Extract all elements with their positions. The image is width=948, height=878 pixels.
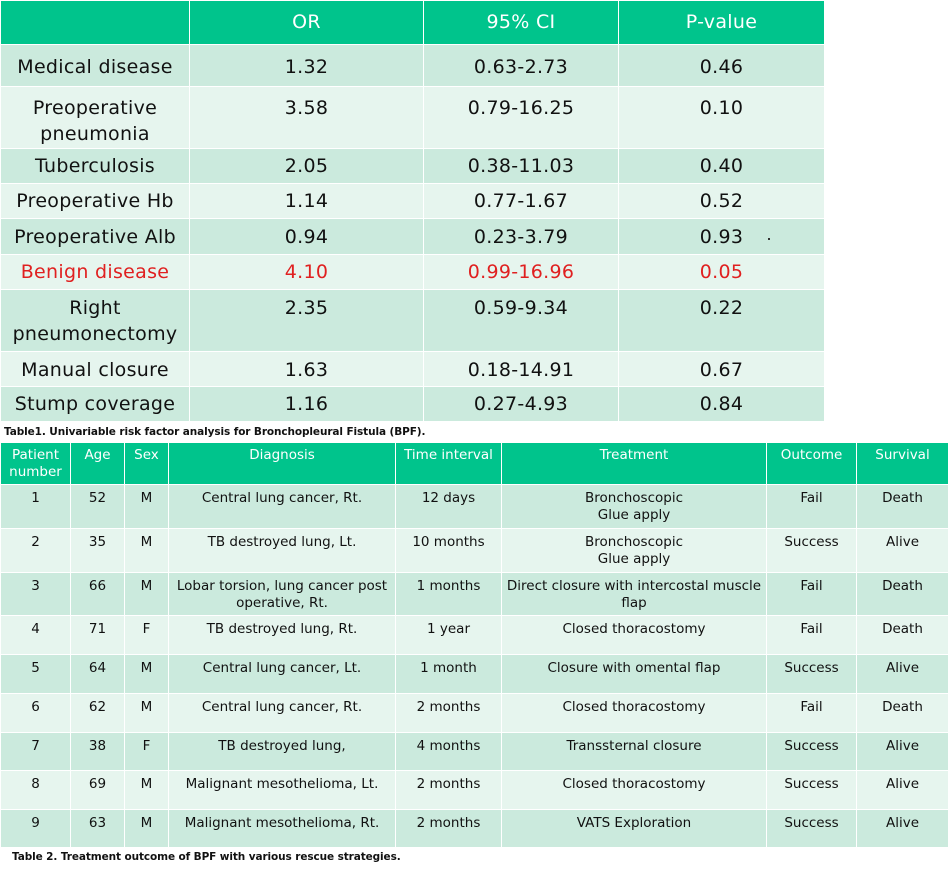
odds-ratio: 4.10 <box>190 255 424 290</box>
patient-number: 7 <box>1 733 71 771</box>
table-row <box>1 616 948 655</box>
time-interval: 4 months <box>396 733 502 771</box>
outcome: Fail <box>767 694 857 733</box>
survival: Death <box>857 694 948 733</box>
confidence-interval: 0.79-16.25 <box>424 87 619 149</box>
patient-sex: M <box>125 573 169 616</box>
p-value: 0.67 <box>619 352 825 387</box>
table-row <box>1 655 948 694</box>
header-diagnosis: Diagnosis <box>169 443 396 485</box>
diagnosis: Malignant mesothelioma, Lt. <box>169 771 396 810</box>
patient-age: 71 <box>71 616 125 655</box>
treatment: Bronchoscopic Glue apply <box>502 485 767 529</box>
header-ci: 95% CI <box>424 1 619 45</box>
factor-name: Stump coverage <box>1 387 190 422</box>
confidence-interval: 0.18-14.91 <box>424 352 619 387</box>
diagnosis: TB destroyed lung, Rt. <box>169 616 396 655</box>
header-time-interval: Time interval <box>396 443 502 485</box>
odds-ratio: 0.94 <box>190 219 424 255</box>
table-row <box>1 694 948 733</box>
table-row <box>1 219 825 255</box>
table-row <box>1 485 948 529</box>
treatment: Closed thoracostomy <box>502 771 767 810</box>
table-row <box>1 184 825 219</box>
stray-dot <box>768 238 770 240</box>
factor-name: Medical disease <box>1 45 190 87</box>
p-value: 0.22 <box>619 290 825 352</box>
factor-name: Right pneumonectomy <box>1 290 190 352</box>
p-value: 0.10 <box>619 87 825 149</box>
odds-ratio: 1.16 <box>190 387 424 422</box>
odds-ratio: 1.14 <box>190 184 424 219</box>
outcome: Success <box>767 810 857 848</box>
outcome: Success <box>767 529 857 573</box>
time-interval: 12 days <box>396 485 502 529</box>
factor-name: Preoperative pneumonia <box>1 87 190 149</box>
patient-age: 64 <box>71 655 125 694</box>
table-header-row <box>1 1 825 45</box>
factor-name: Benign disease <box>1 255 190 290</box>
p-value: 0.40 <box>619 149 825 184</box>
time-interval: 2 months <box>396 694 502 733</box>
patient-sex: M <box>125 655 169 694</box>
outcome: Success <box>767 655 857 694</box>
table-row <box>1 45 825 87</box>
time-interval: 10 months <box>396 529 502 573</box>
patient-sex: F <box>125 616 169 655</box>
outcome: Fail <box>767 616 857 655</box>
odds-ratio: 3.58 <box>190 87 424 149</box>
p-value: 0.46 <box>619 45 825 87</box>
odds-ratio: 2.05 <box>190 149 424 184</box>
header-survival: Survival <box>857 443 948 485</box>
header-factor <box>1 1 190 45</box>
confidence-interval: 0.63-2.73 <box>424 45 619 87</box>
table-row <box>1 352 825 387</box>
survival: Alive <box>857 655 948 694</box>
factor-name: Preoperative Hb <box>1 184 190 219</box>
table-row <box>1 149 825 184</box>
patient-age: 66 <box>71 573 125 616</box>
confidence-interval: 0.77-1.67 <box>424 184 619 219</box>
diagnosis: TB destroyed lung, <box>169 733 396 771</box>
risk-factor-table <box>0 0 825 422</box>
time-interval: 2 months <box>396 771 502 810</box>
time-interval: 1 year <box>396 616 502 655</box>
survival: Death <box>857 573 948 616</box>
survival: Death <box>857 485 948 529</box>
treatment: Closed thoracostomy <box>502 694 767 733</box>
time-interval: 1 month <box>396 655 502 694</box>
patient-sex: M <box>125 810 169 848</box>
outcome: Fail <box>767 573 857 616</box>
table-row <box>1 573 948 616</box>
header-patient-number: Patient number <box>1 443 71 485</box>
table-row <box>1 771 948 810</box>
patient-number: 9 <box>1 810 71 848</box>
patient-number: 1 <box>1 485 71 529</box>
table-row-highlighted <box>1 255 825 290</box>
patient-sex: F <box>125 733 169 771</box>
survival: Death <box>857 616 948 655</box>
p-value: 0.05 <box>619 255 825 290</box>
odds-ratio: 2.35 <box>190 290 424 352</box>
confidence-interval: 0.27-4.93 <box>424 387 619 422</box>
patient-age: 62 <box>71 694 125 733</box>
patient-number: 5 <box>1 655 71 694</box>
treatment-outcome-table <box>0 442 948 848</box>
header-treatment: Treatment <box>502 443 767 485</box>
patient-number: 4 <box>1 616 71 655</box>
odds-ratio: 1.63 <box>190 352 424 387</box>
table1-caption: Table1. Univariable risk factor analysis for Bronchopleural Fistula (BPF). <box>4 426 426 438</box>
patient-sex: M <box>125 771 169 810</box>
outcome: Success <box>767 733 857 771</box>
patient-age: 69 <box>71 771 125 810</box>
confidence-interval: 0.23-3.79 <box>424 219 619 255</box>
confidence-interval: 0.59-9.34 <box>424 290 619 352</box>
outcome: Success <box>767 771 857 810</box>
table-header-row <box>1 443 948 485</box>
patient-age: 35 <box>71 529 125 573</box>
patient-number: 6 <box>1 694 71 733</box>
patient-sex: M <box>125 529 169 573</box>
odds-ratio: 1.32 <box>190 45 424 87</box>
diagnosis: TB destroyed lung, Lt. <box>169 529 396 573</box>
confidence-interval: 0.99-16.96 <box>424 255 619 290</box>
table-row <box>1 290 825 352</box>
header-sex: Sex <box>125 443 169 485</box>
time-interval: 1 months <box>396 573 502 616</box>
patient-age: 38 <box>71 733 125 771</box>
factor-name: Manual closure <box>1 352 190 387</box>
patient-age: 52 <box>71 485 125 529</box>
diagnosis: Malignant mesothelioma, Rt. <box>169 810 396 848</box>
p-value: 0.93 <box>619 219 825 255</box>
treatment: Direct closure with intercostal muscle flap <box>502 573 767 616</box>
treatment: Closed thoracostomy <box>502 616 767 655</box>
survival: Alive <box>857 529 948 573</box>
factor-name: Tuberculosis <box>1 149 190 184</box>
confidence-interval: 0.38-11.03 <box>424 149 619 184</box>
patient-sex: M <box>125 694 169 733</box>
patient-number: 8 <box>1 771 71 810</box>
time-interval: 2 months <box>396 810 502 848</box>
header-or: OR <box>190 1 424 45</box>
table2-caption: Table 2. Treatment outcome of BPF with various rescue strategies. <box>12 851 401 863</box>
treatment: Closure with omental flap <box>502 655 767 694</box>
table-row <box>1 87 825 149</box>
diagnosis: Central lung cancer, Rt. <box>169 485 396 529</box>
treatment: VATS Exploration <box>502 810 767 848</box>
survival: Alive <box>857 733 948 771</box>
treatment: Bronchoscopic Glue apply <box>502 529 767 573</box>
treatment: Transsternal closure <box>502 733 767 771</box>
p-value: 0.84 <box>619 387 825 422</box>
patient-number: 3 <box>1 573 71 616</box>
table-row <box>1 387 825 422</box>
patient-number: 2 <box>1 529 71 573</box>
table-row <box>1 810 948 848</box>
diagnosis: Central lung cancer, Rt. <box>169 694 396 733</box>
p-value: 0.52 <box>619 184 825 219</box>
header-p-value: P-value <box>619 1 825 45</box>
table-row <box>1 733 948 771</box>
patient-sex: M <box>125 485 169 529</box>
table-row <box>1 529 948 573</box>
header-outcome: Outcome <box>767 443 857 485</box>
patient-age: 63 <box>71 810 125 848</box>
diagnosis: Central lung cancer, Lt. <box>169 655 396 694</box>
survival: Alive <box>857 810 948 848</box>
factor-name: Preoperative Alb <box>1 219 190 255</box>
survival: Alive <box>857 771 948 810</box>
diagnosis: Lobar torsion, lung cancer post operative, Rt. <box>169 573 396 616</box>
outcome: Fail <box>767 485 857 529</box>
header-age: Age <box>71 443 125 485</box>
